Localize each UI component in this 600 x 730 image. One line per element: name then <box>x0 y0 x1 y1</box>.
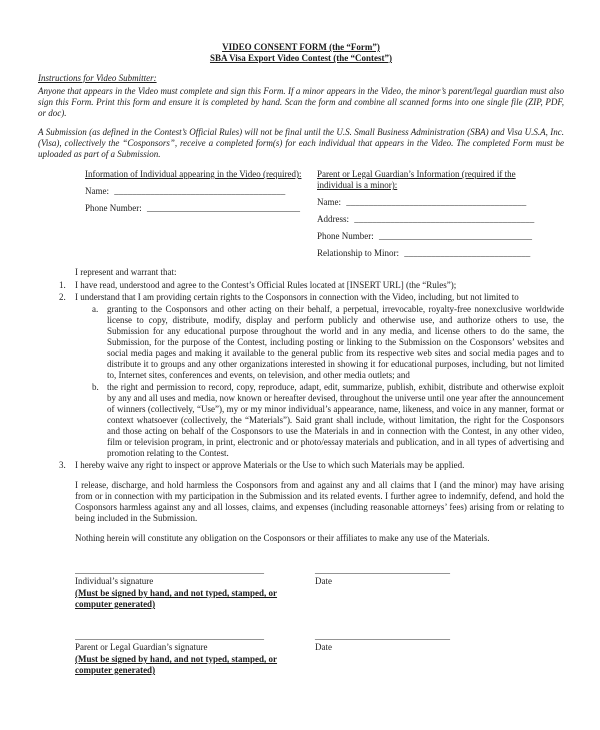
warrant-item-2-marker: 2. <box>59 292 66 302</box>
individual-name-label: Name: <box>85 186 109 196</box>
instructions-paragraph-1: Anyone that appears in the Video must complete and sign this Form. If a minor appears in the Video, the minor’s parent/legal guardian must also sign this Form. Print this form and ensure it is completed by hand. Scan the form and combine all scanned forms into one single file (ZIP, PDF, or doc). <box>38 86 564 118</box>
warrant-item-2-body <box>75 292 564 459</box>
guardian-address-field <box>317 214 546 225</box>
warrant-item-2b-marker: b. <box>92 382 99 392</box>
instructions-section <box>38 73 564 160</box>
guardian-signature-labels <box>75 642 564 653</box>
guardian-signature-label: Parent or Legal Guardian’s signature <box>75 642 208 652</box>
guardian-name-blank-line: ________________________________________ <box>346 197 527 207</box>
warrant-item-2a-marker: a. <box>92 304 99 314</box>
individual-phone-field <box>85 203 303 214</box>
warrant-item-1-marker: 1. <box>59 280 66 290</box>
individual-info-column <box>85 169 303 259</box>
guardian-name-field <box>317 197 546 208</box>
individual-signature-labels <box>75 576 564 587</box>
guardian-relationship-blank-line: ____________________________ <box>404 248 531 258</box>
guardian-address-blank-line: ________________________________________ <box>354 214 535 224</box>
individual-signature-block <box>75 565 564 610</box>
warrant-item-2b <box>92 382 564 459</box>
warrant-intro: I represent and warrant that: <box>75 267 177 277</box>
individual-phone-blank-line: __________________________________ <box>147 203 300 213</box>
no-obligation-paragraph: Nothing herein will constitute any obligation on the Cosponsors or their affiliates to make any use of the Materials. <box>75 533 490 543</box>
guardian-date-label: Date <box>315 642 332 652</box>
individual-name-field <box>85 186 303 197</box>
warrant-item-2a <box>92 304 564 381</box>
individual-date-label: Date <box>315 576 332 586</box>
individual-signature-lines <box>75 565 564 576</box>
guardian-phone-label: Phone Number: <box>317 231 374 241</box>
individual-signature-label: Individual’s signature <box>75 576 154 586</box>
info-section <box>85 169 564 259</box>
warrant-item-3-marker: 3. <box>59 460 66 470</box>
guardian-date-blank-line: ______________________________ <box>315 631 450 641</box>
instructions-heading: Instructions for Video Submitter: <box>38 73 157 83</box>
form-title-line1: VIDEO CONSENT FORM (the “Form”) <box>222 42 380 52</box>
warrant-item-2b-text: the right and permission to record, copy, reproduce, adapt, edit, summarize, publish, exhibit, distribute and otherwise exploit by any and all uses and media, now known or hereafter devised, throughout the universe until one year after the announcement of winners (collectively, “Use”), my or my minor individual’s appearance, name, likeness, and voice in any manner, format or context whatsoever (collectively, the “Materials”). Said grant shall include, without limitation, the right for the Cosponsors and those acting on behalf of the Cosponsors to use the Materials in and in connection with the Contest, in any other video, film or television program, in print, electronic and or photo/essay materials and publication, and in all types of advertising and promotion relating to the Contest. <box>107 382 564 458</box>
warrant-item-2-text: I understand that I am providing certain rights to the Cosponsors in connection with the Video, including, but not limited to <box>75 292 519 302</box>
form-title <box>38 42 564 64</box>
guardian-signature-block <box>75 631 564 676</box>
warrant-list <box>59 280 564 471</box>
warrant-item-1-text: I have read, understood and agree to the Contest’s Official Rules located at [INSERT URL] (the “Rules”); <box>75 280 457 290</box>
individual-date-blank-line: ______________________________ <box>315 565 450 575</box>
warrant-item-1 <box>59 280 564 291</box>
form-title-line2: SBA Visa Export Video Contest (the “Contest”) <box>209 53 392 63</box>
individual-signature-blank-line: __________________________________________ <box>75 565 264 575</box>
guardian-phone-blank-line: __________________________________ <box>379 231 532 241</box>
guardian-info-column <box>317 169 546 259</box>
guardian-signature-blank-line: __________________________________________ <box>75 631 264 641</box>
instructions-paragraph-2: A Submission (as defined in the Contest’s Official Rules) will not be final until the U.S. Small Business Administration (SBA) and Visa U.S.A, Inc. (Visa), collectively the “Cosponsors”, receive a completed form(s) for each individual that appears in the Video. The completed Form must be uploaded as part of a Submission. <box>38 127 564 159</box>
guardian-signature-note: (Must be signed by hand, and not typed, stamped, or computer generated) <box>75 654 278 675</box>
guardian-phone-field <box>317 231 546 242</box>
warrant-item-3-text: I hereby waive any right to inspect or approve Materials or the Use to which such Materials may be applied. <box>75 460 465 470</box>
individual-phone-label: Phone Number: <box>85 203 142 213</box>
warrant-item-2 <box>59 292 564 459</box>
guardian-info-heading: Parent or Legal Guardian’s Information (required if the individual is a minor): <box>317 169 516 190</box>
guardian-name-label: Name: <box>317 197 341 207</box>
guardian-signature-lines <box>75 631 564 642</box>
warrant-item-2a-text: granting to the Cosponsors and other acting on their behalf, a perpetual, irrevocable, royalty-free nonexclusive worldwide license to copy, distribute, modify, display and perform publicly and otherwise use, and authorize others to use, the Submission for any educational purpose throughout the world and in any media, and license others to do the same, the Submission, for the purpose of the Contest, including posting or linking to the Submission on the Cosponsors’ websites and social media pages and making it available to the general public from its respective web sites and social media pages and to distribute it to groups and any other organizations interested in showing it for educational purposes, including, but not limited to, Internet sites, conferences and events, on television, and other media outlets; and <box>107 304 564 380</box>
release-paragraph: I release, discharge, and hold harmless the Cosponsors from and against any and all claims that I (and the minor) may have arising from or in connection with my participation in the Submission and its related events. I further agree to indemnify, defend, and hold the Cosponsors harmless against any and all losses, claims, and expenses (including reasonable attorneys’ fees) arising from or relating to being included in the Submission. <box>75 480 564 523</box>
individual-signature-note: (Must be signed by hand, and not typed, stamped, or computer generated) <box>75 588 278 609</box>
warrant-item-3 <box>59 460 564 471</box>
guardian-address-label: Address: <box>317 214 349 224</box>
guardian-relationship-field <box>317 248 546 259</box>
individual-info-heading: Information of Individual appearing in the Video (required): <box>85 169 302 179</box>
guardian-relationship-label: Relationship to Minor: <box>317 248 399 258</box>
individual-name-blank-line: ______________________________________ <box>114 186 286 196</box>
